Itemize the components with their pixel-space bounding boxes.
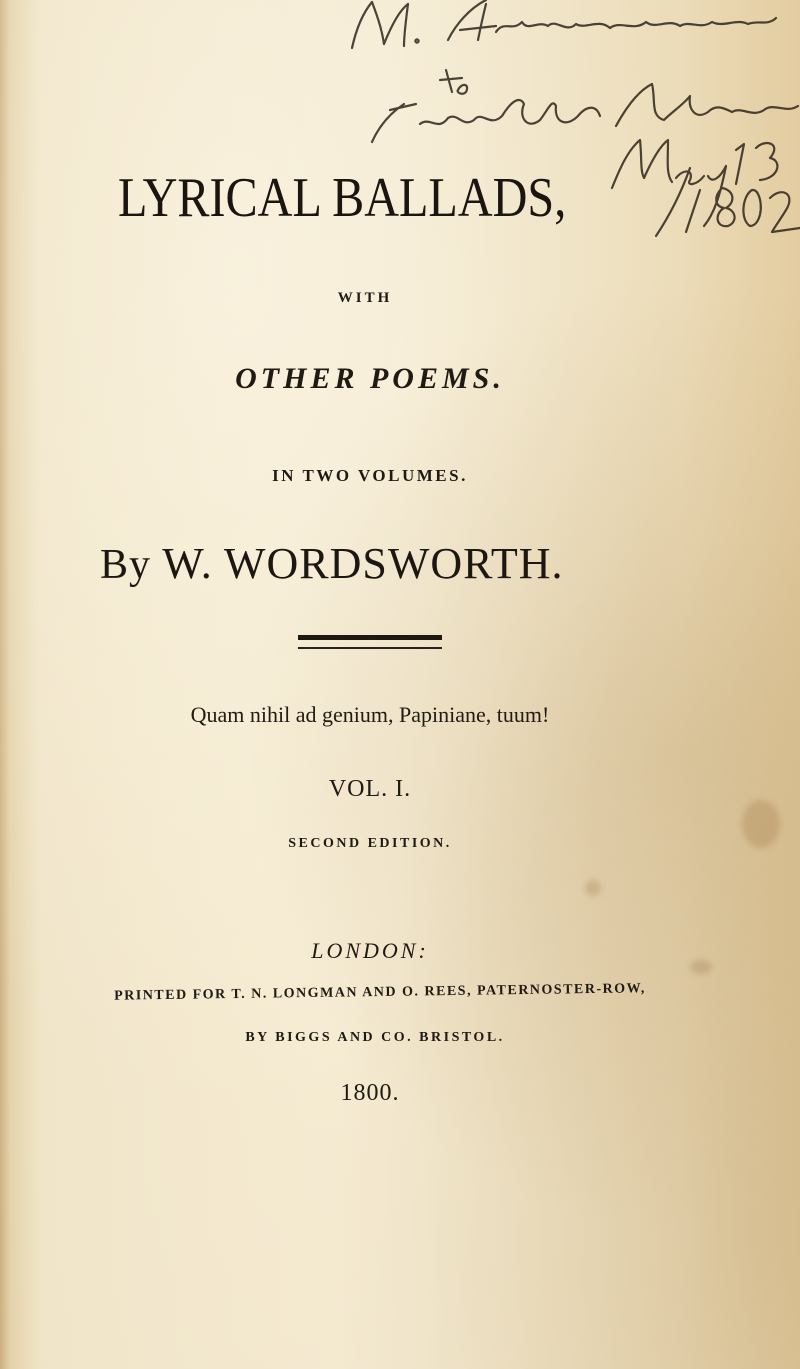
subtitle-with: WITH	[337, 290, 393, 306]
imprint-distributor: BY BIGGS AND CO. BRISTOL.	[245, 1030, 505, 1045]
volume-number: VOL. I.	[328, 776, 412, 802]
decorative-rule-thin	[298, 647, 442, 649]
decorative-rule-thick	[298, 635, 442, 640]
author-by: By	[100, 542, 152, 588]
author-name: W. WORDSWORTH.	[162, 539, 564, 588]
edition: SECOND EDITION.	[288, 836, 452, 851]
stain	[585, 880, 601, 896]
volume-count: IN TWO VOLUMES.	[272, 466, 468, 485]
stain	[742, 800, 780, 848]
latin-motto: Quam nihil ad genium, Papiniane, tuum!	[190, 702, 550, 727]
subtitle-other-poems: OTHER POEMS.	[235, 362, 505, 395]
imprint-year: 1800.	[340, 1080, 400, 1106]
imprint-place: LONDON:	[311, 938, 429, 963]
book-title: LYRICAL BALLADS,	[118, 167, 567, 229]
author-line	[100, 538, 564, 589]
imprint-printer: PRINTED FOR T. N. LONGMAN AND O. REES, PATERNOSTER-ROW,	[114, 981, 646, 1004]
stain	[690, 960, 712, 974]
